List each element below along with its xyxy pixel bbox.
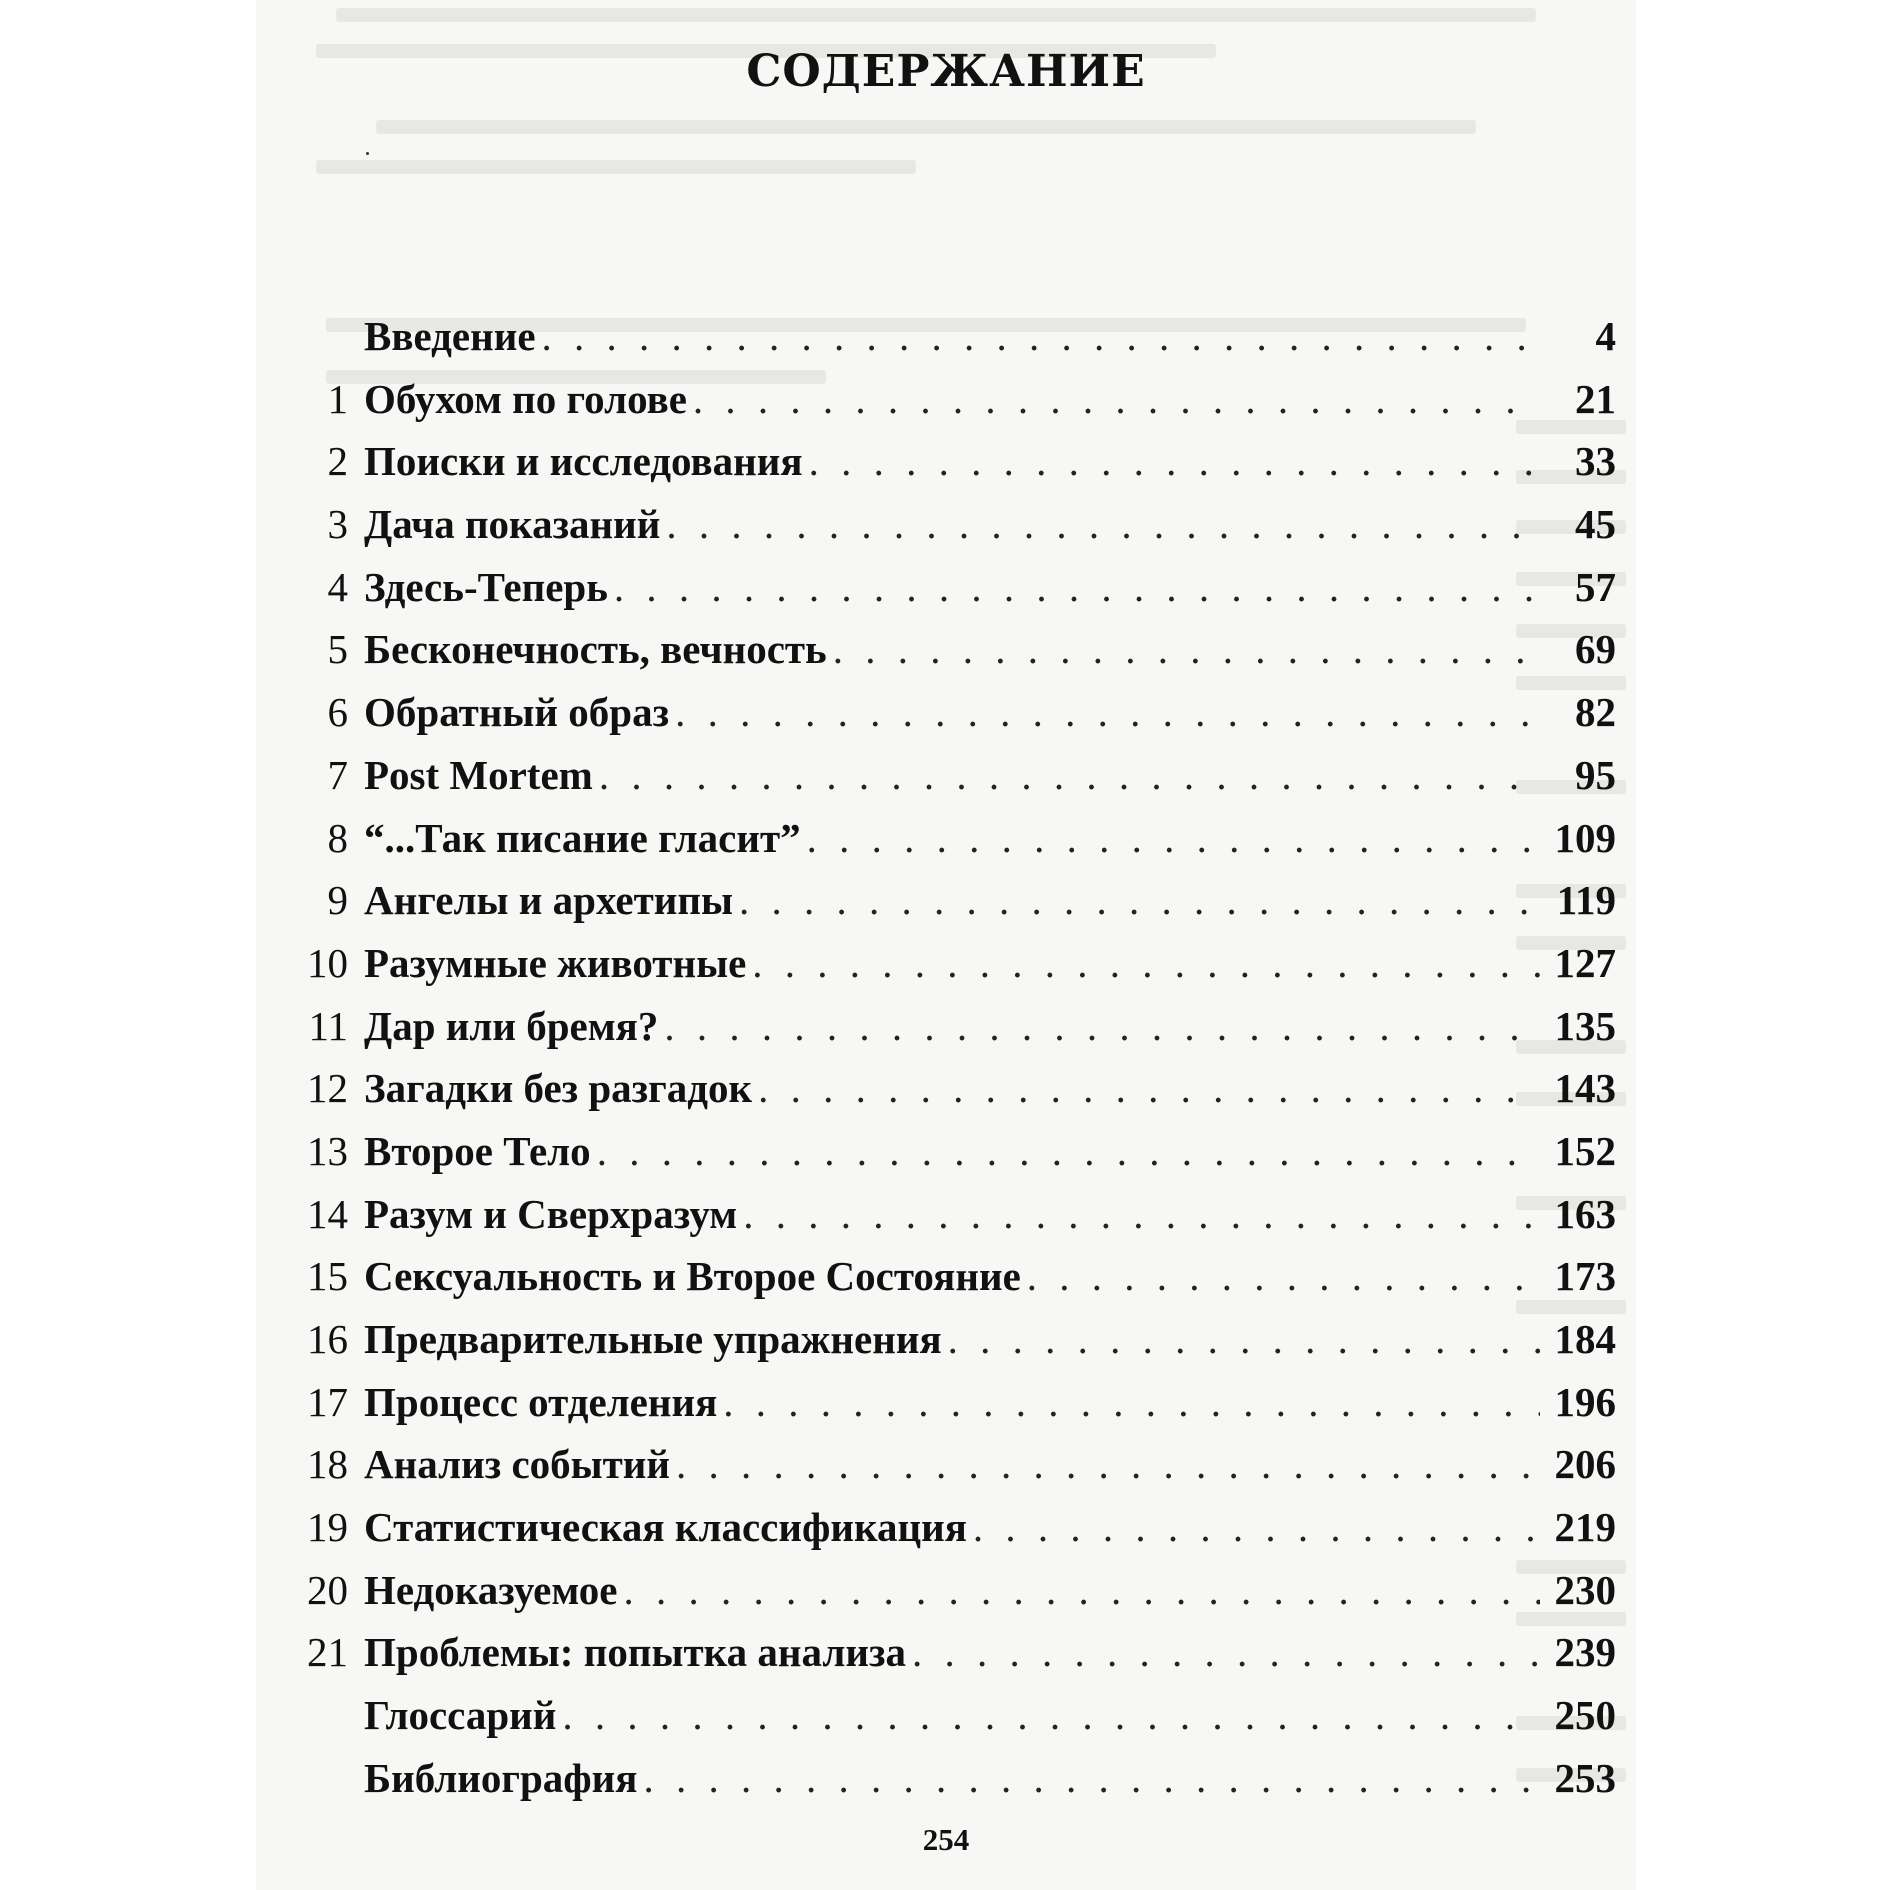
- chapter-title: Бесконечность, вечность: [364, 626, 827, 673]
- toc-entry[interactable]: [296, 939, 1626, 1002]
- chapter-number: 13: [307, 1127, 348, 1174]
- chapter-title: Обухом по голове: [364, 375, 687, 422]
- chapter-number: 17: [307, 1378, 348, 1425]
- chapter-title: Проблемы: попытка анализа: [364, 1629, 906, 1676]
- dot-leader: [809, 437, 1540, 485]
- chapter-number: 3: [327, 501, 348, 548]
- page-ref: 253: [1554, 1754, 1616, 1801]
- dot-leader: [597, 1127, 1540, 1175]
- toc-entry[interactable]: [296, 563, 1626, 626]
- page-number: 254: [922, 1822, 970, 1857]
- toc-entry[interactable]: [296, 1378, 1626, 1441]
- chapter-title: Ангелы и архетипы: [364, 877, 734, 924]
- page-ref: 239: [1554, 1629, 1616, 1676]
- toc-entry[interactable]: [296, 1064, 1626, 1127]
- toc-entry[interactable]: [296, 312, 1626, 375]
- chapter-number: 1: [327, 375, 348, 422]
- page-ref: 33: [1575, 438, 1616, 485]
- dot-leader: [973, 1503, 1540, 1551]
- chapter-title: Поиски и исследования: [364, 438, 803, 485]
- chapter-number: 6: [327, 689, 348, 736]
- page-ref: 206: [1554, 1441, 1616, 1488]
- dot-leader: [693, 375, 1540, 423]
- chapter-title: Статистическая классификация: [364, 1504, 967, 1551]
- dot-leader: [1027, 1252, 1540, 1300]
- page-ref: 163: [1554, 1190, 1616, 1237]
- chapter-title: Post Mortem: [364, 751, 593, 798]
- chapter-title: Загадки без разгадок: [364, 1065, 753, 1112]
- page-ref: 4: [1595, 313, 1616, 359]
- page-ref: 250: [1554, 1692, 1616, 1739]
- dot-leader: [562, 1691, 1540, 1739]
- chapter-number: 7: [327, 751, 348, 798]
- dot-leader: [807, 814, 1540, 862]
- toc-entry[interactable]: [296, 876, 1626, 939]
- page-ref: 196: [1554, 1378, 1616, 1425]
- dot-leader: [542, 312, 1540, 360]
- toc-entry[interactable]: [296, 500, 1626, 563]
- dot-leader: [739, 876, 1540, 924]
- chapter-title: Обратный образ: [364, 689, 670, 736]
- dot-leader: [614, 563, 1540, 611]
- print-speck: [366, 152, 369, 155]
- dot-leader: [623, 1566, 1540, 1614]
- page-ref: 119: [1556, 877, 1616, 924]
- dot-leader: [743, 1190, 1540, 1238]
- chapter-title: Дача показаний: [364, 501, 661, 548]
- toc-entry[interactable]: [296, 1503, 1626, 1566]
- chapter-title: Разум и Сверхразум: [364, 1190, 738, 1237]
- chapter-number: 5: [327, 626, 348, 673]
- chapter-number: 20: [307, 1566, 348, 1613]
- chapter-title: Здесь-Теперь: [364, 563, 608, 610]
- page-ref: 152: [1554, 1127, 1616, 1174]
- dot-leader: [948, 1315, 1540, 1363]
- toc-entry[interactable]: [296, 814, 1626, 877]
- dot-leader: [664, 1002, 1540, 1050]
- dot-leader: [676, 1440, 1540, 1488]
- page-ref: 219: [1554, 1504, 1616, 1551]
- toc-entry[interactable]: [296, 751, 1626, 814]
- chapter-title: Библиография: [364, 1754, 638, 1801]
- chapter-number: 18: [307, 1441, 348, 1488]
- page-ref: 82: [1575, 689, 1616, 736]
- chapter-title: Введение: [364, 313, 536, 359]
- toc-entry[interactable]: [296, 1002, 1626, 1065]
- book-page: [256, 0, 1636, 1890]
- dot-leader: [833, 625, 1540, 673]
- chapter-title: Предварительные упражнения: [364, 1316, 942, 1362]
- dot-leader: [599, 751, 1540, 799]
- page-ref: 184: [1554, 1316, 1616, 1362]
- chapter-number: 11: [308, 1002, 348, 1049]
- chapter-number: 16: [307, 1316, 348, 1362]
- toc-entry[interactable]: [296, 1190, 1626, 1253]
- page-ref: 143: [1554, 1065, 1616, 1112]
- toc-entry[interactable]: [296, 1127, 1626, 1190]
- chapter-title: Дар или бремя?: [364, 1002, 659, 1049]
- page-ref: 230: [1554, 1566, 1616, 1613]
- chapter-number: 12: [307, 1065, 348, 1112]
- page-ref: 45: [1575, 501, 1616, 548]
- toc-entry[interactable]: [296, 1315, 1626, 1378]
- page-title: СОДЕРЖАНИЕ: [746, 46, 1146, 97]
- chapter-number: 4: [327, 563, 348, 610]
- page-ref: 69: [1575, 626, 1616, 673]
- chapter-title: Анализ событий: [364, 1441, 671, 1488]
- page-ref: 21: [1575, 375, 1616, 422]
- dot-leader: [675, 688, 1540, 736]
- dot-leader: [723, 1378, 1540, 1426]
- toc-entry[interactable]: [296, 1691, 1626, 1754]
- toc-entry[interactable]: [296, 1440, 1626, 1503]
- table-of-contents: [296, 312, 1626, 1817]
- toc-entry[interactable]: [296, 1754, 1626, 1817]
- chapter-title: Сексуальность и Второе Состояние: [364, 1253, 1021, 1300]
- page-ref: 135: [1554, 1002, 1616, 1049]
- toc-entry[interactable]: [296, 1252, 1626, 1315]
- page-ref: 95: [1575, 751, 1616, 798]
- dot-leader: [758, 1064, 1540, 1112]
- chapter-title: Процесс отделения: [364, 1378, 718, 1425]
- dot-leader: [666, 500, 1540, 548]
- page-ref: 173: [1554, 1253, 1616, 1300]
- chapter-title: “...Так писание гласит”: [364, 814, 801, 861]
- chapter-number: 21: [307, 1629, 348, 1676]
- chapter-number: 14: [307, 1190, 348, 1237]
- chapter-number: 15: [307, 1253, 348, 1300]
- toc-entry[interactable]: [296, 688, 1626, 751]
- chapter-number: 8: [327, 814, 348, 861]
- dot-leader: [912, 1628, 1540, 1676]
- chapter-number: 9: [327, 877, 348, 924]
- chapter-title: Глоссарий: [364, 1692, 557, 1739]
- chapter-title: Недоказуемое: [364, 1566, 618, 1613]
- dot-leader: [752, 939, 1540, 987]
- chapter-title: Разумные животные: [364, 939, 747, 986]
- toc-entry[interactable]: [296, 1566, 1626, 1629]
- dot-leader: [643, 1754, 1540, 1802]
- chapter-number: 2: [327, 438, 348, 485]
- toc-entry[interactable]: [296, 625, 1626, 688]
- toc-entry[interactable]: [296, 437, 1626, 500]
- chapter-number: 10: [307, 939, 348, 986]
- chapter-title: Второе Тело: [364, 1127, 591, 1174]
- toc-entry[interactable]: [296, 375, 1626, 438]
- page-ref: 109: [1554, 814, 1616, 861]
- chapter-number: 19: [307, 1504, 348, 1551]
- page-ref: 127: [1554, 939, 1616, 986]
- page-ref: 57: [1575, 563, 1616, 610]
- toc-entry[interactable]: [296, 1628, 1626, 1691]
